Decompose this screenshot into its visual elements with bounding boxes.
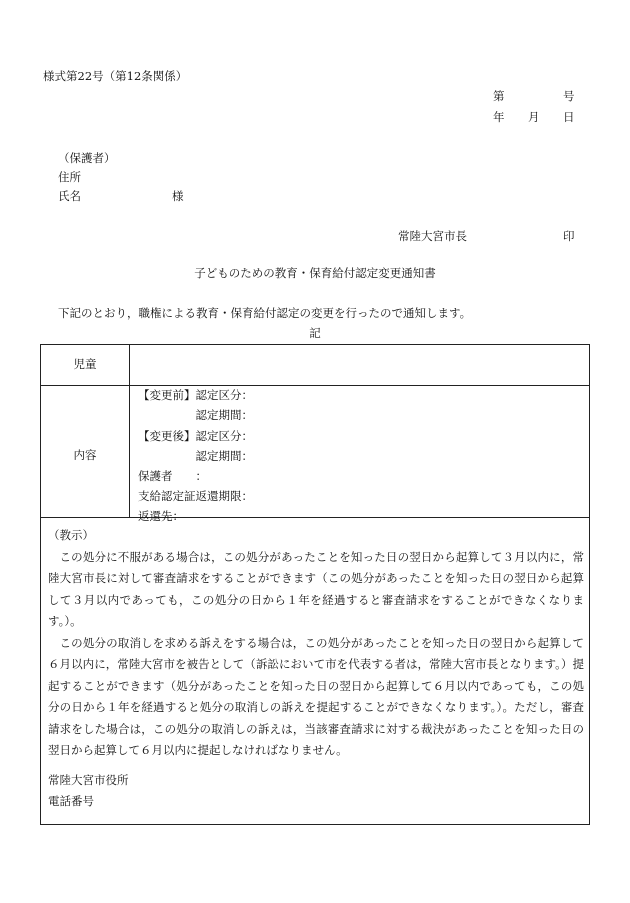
number-prefix: 第 <box>493 89 505 103</box>
notice-paragraph-lawsuit: この処分の取消しを求める訴えをする場合は，この処分があったことを知った日の翌日から起算して６月以内に，常陸大宮市を被告として（訴訟において市を代表する者は，常陸大宮市長となります。）提起することができます（処分があったことを知った日の翌日から起算して６月以内であっても，この処分の日から１年を経過すると処分の取消しの訴えを提起することができなくなります。）。ただし，審査請求をした場合は，この処分の取消しの訴えは，当該審査請求に対する裁決があったことを知った日の翌日から起算して６月以内に提起しなければなりません。 <box>48 635 584 757</box>
notice-paragraph-appeal: この処分に不服がある場合は，この処分があったことを知った日の翌日から起算して３月以内に，常陸大宮市長に対して審査請求をすることができます（この処分があったことを知った日の翌日から起算して３月以内であっても，この処分の日から１年を経過すると審査請求をすることができなくなります。）。 <box>48 549 584 628</box>
seal-mark: 印 <box>563 229 575 243</box>
before-period-line: 認定期間： <box>138 408 253 422</box>
return-deadline-line: 支給認定証返還期限： <box>138 489 253 503</box>
guardian-line: 保護者 ： <box>138 469 207 483</box>
after-category-line: 【変更後】認定区分： <box>138 429 253 443</box>
number-suffix: 号 <box>563 89 575 103</box>
form-number: 様式第22号（第12条関係） <box>43 69 188 83</box>
table-divider <box>41 517 589 518</box>
after-period-line: 認定期間： <box>138 449 253 463</box>
table-column-divider <box>129 345 130 517</box>
notice-heading: （教示） <box>48 528 94 542</box>
before-category-line: 【変更前】認定区分： <box>138 388 253 402</box>
date-month-label: 月 <box>528 110 540 124</box>
ki-heading: 記 <box>309 326 321 340</box>
date-day-label: 日 <box>563 110 575 124</box>
sender-mayor: 常陸大宮市長 <box>398 229 467 243</box>
guardian-label: （保護者） <box>58 151 116 165</box>
document-title: 子どものための教育・保育給付認定変更通知書 <box>194 266 436 280</box>
return-destination-line: 返還先： <box>138 509 184 523</box>
date-year-label: 年 <box>493 110 505 124</box>
office-name: 常陸大宮市役所 <box>48 773 129 787</box>
notice-section <box>48 525 584 762</box>
content-label: 内容 <box>73 448 97 462</box>
contact-block <box>48 770 129 812</box>
address-label: 住所 <box>58 170 81 184</box>
phone-label: 電話番号 <box>48 794 94 808</box>
detail-table <box>40 344 590 825</box>
intro-text: 下記のとおり，職権による教育・保育給付認定の変更を行ったので通知します。 <box>58 306 472 320</box>
honorific-label: 様 <box>172 189 184 203</box>
child-label: 児童 <box>73 357 97 371</box>
name-label: 氏名 <box>58 189 81 203</box>
table-divider <box>41 385 589 386</box>
